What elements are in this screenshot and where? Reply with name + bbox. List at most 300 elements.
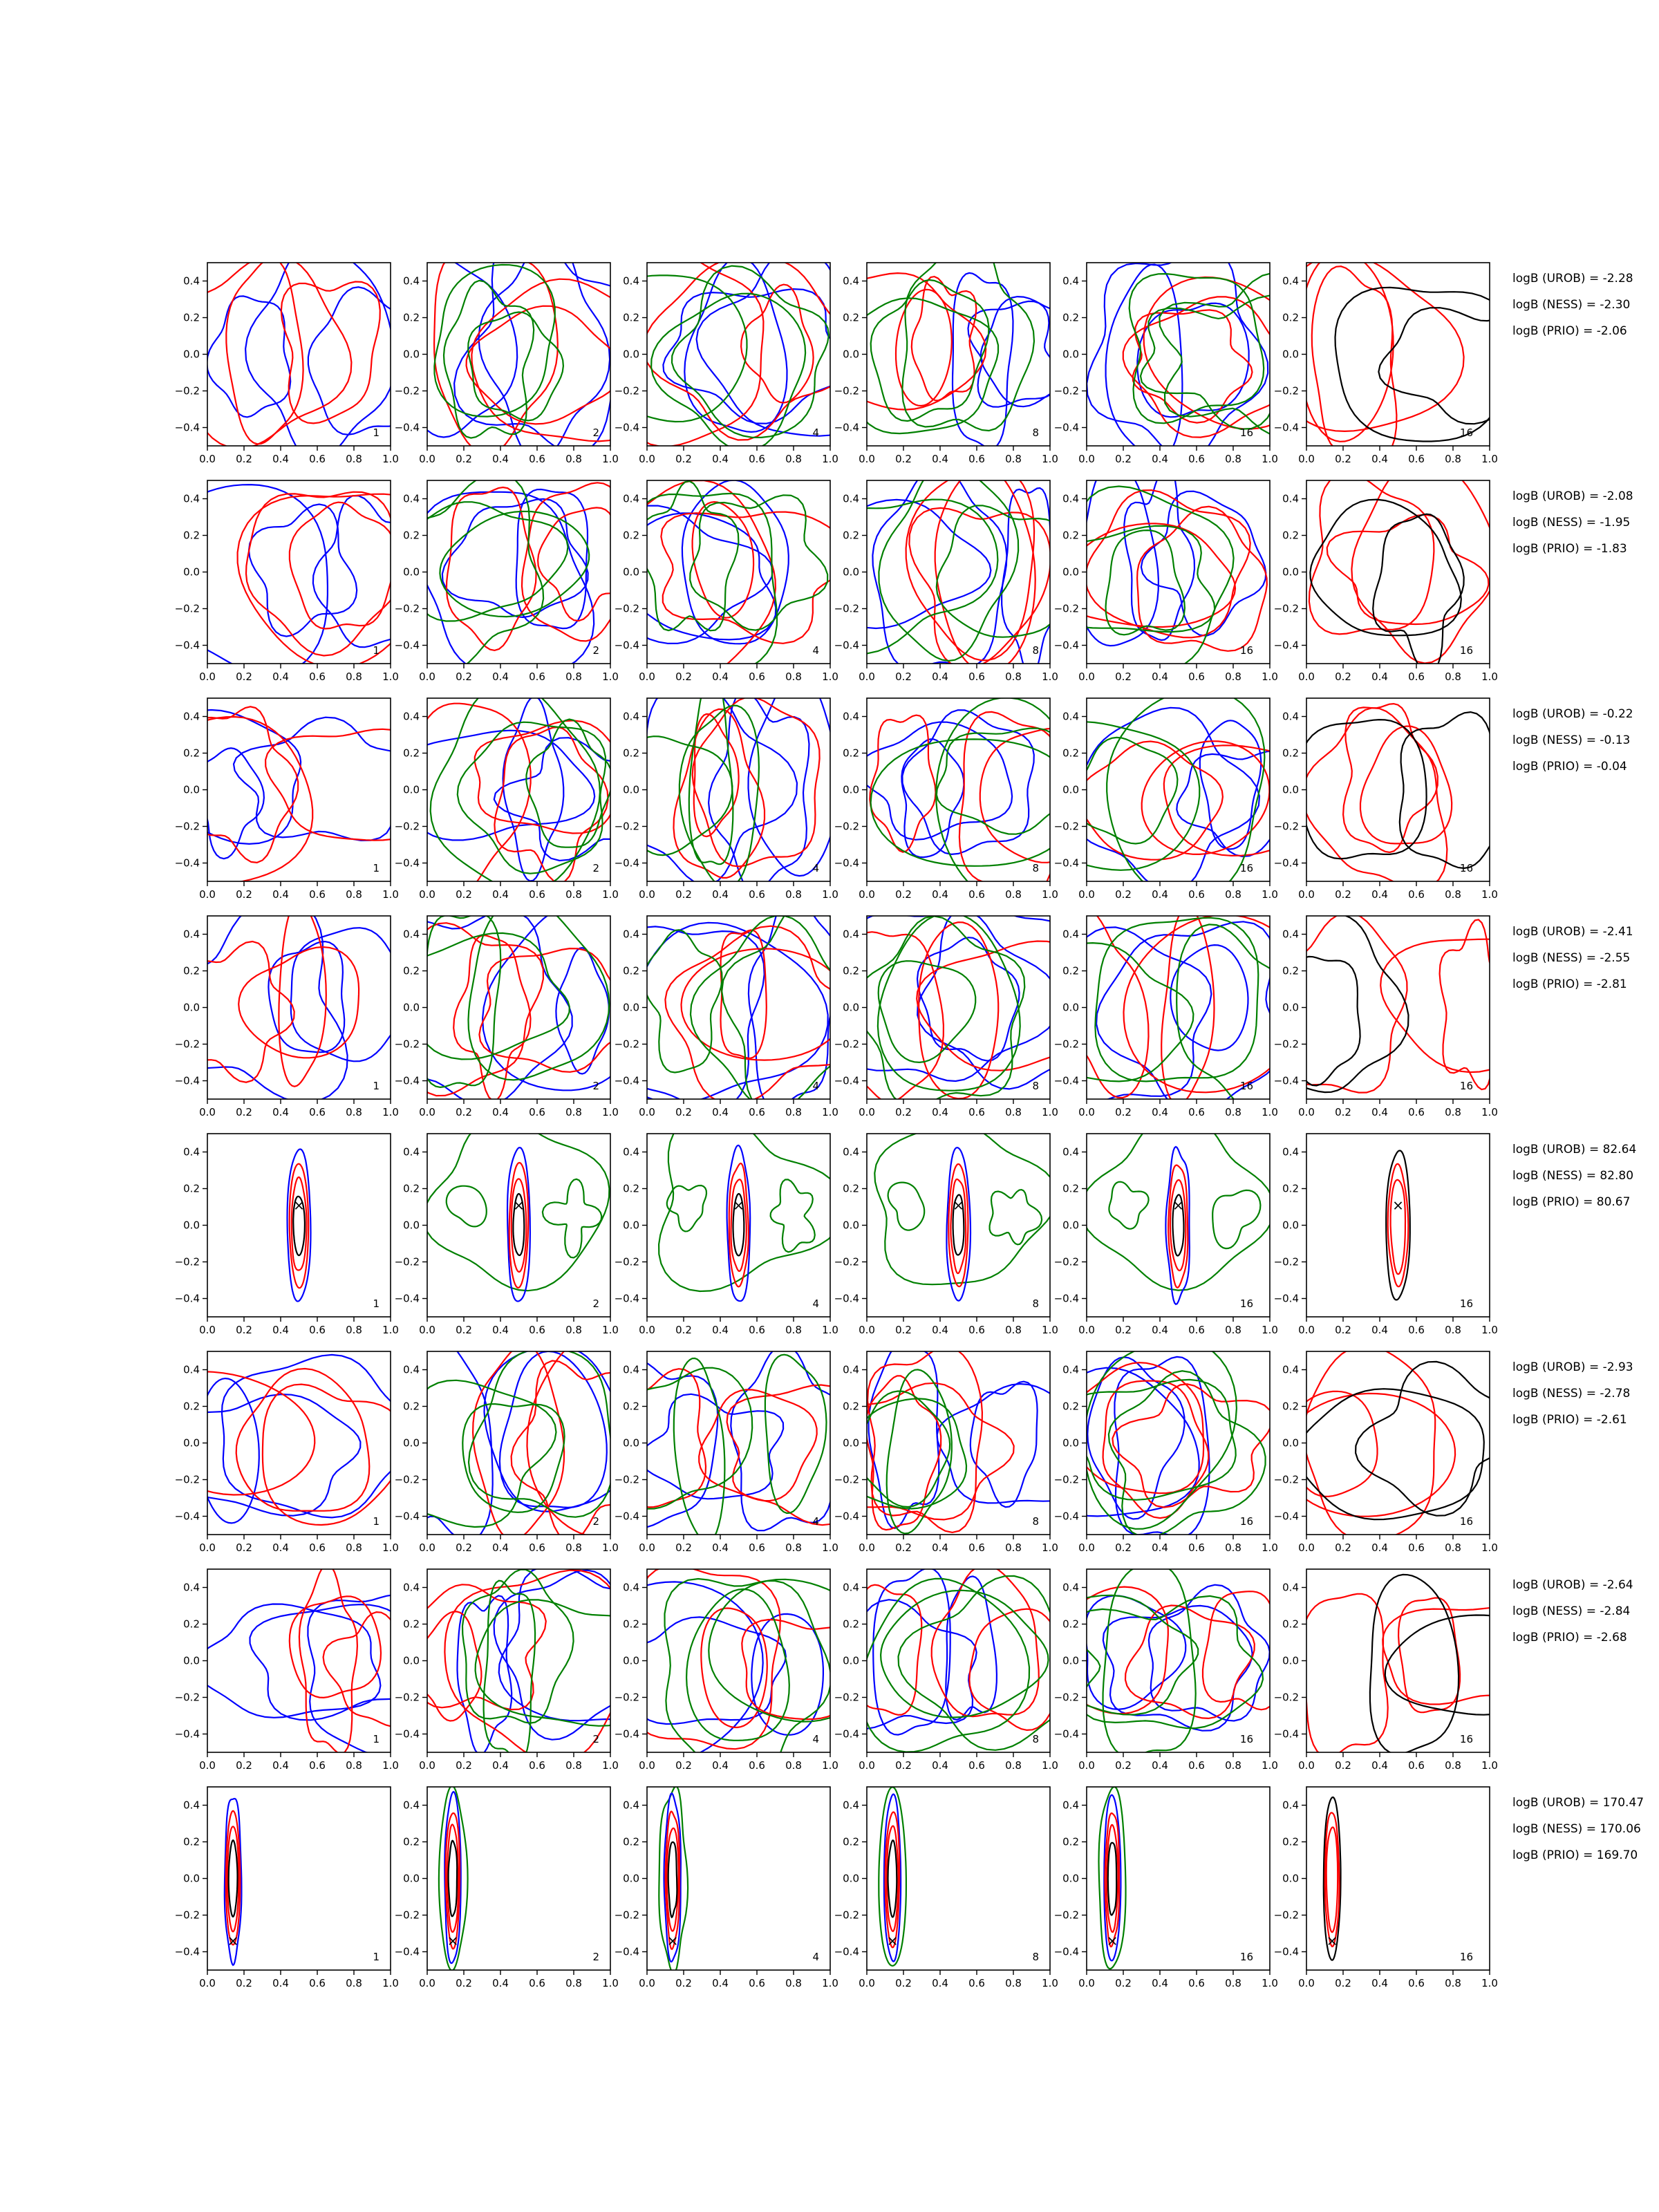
true-value-marker: ×	[666, 1932, 679, 1949]
y-tick-label: 0.2	[183, 1182, 200, 1195]
x-tick-label: 0.2	[456, 1977, 472, 1989]
x-tick-label: 1.0	[1262, 671, 1278, 683]
x-tick-label: 1.0	[382, 453, 399, 465]
y-tick-label: 0.2	[403, 1618, 420, 1631]
y-tick-label: −0.2	[1273, 1909, 1299, 1922]
red-contour	[906, 464, 1035, 660]
y-tick-label: 0.4	[843, 1581, 859, 1594]
y-tick-label: −0.2	[614, 602, 639, 615]
contour-group	[859, 697, 1089, 907]
subplot-r7-c5	[1012, 1563, 1278, 1772]
y-tick-label: 0.2	[1062, 311, 1079, 324]
x-tick-label: 0.6	[309, 1106, 326, 1118]
logb-annotation: logB (PRIO) = -2.81	[1512, 977, 1627, 991]
y-tick-label: 0.0	[403, 1872, 420, 1885]
subplot-r8-c1	[175, 1787, 399, 1989]
x-tick-label: 1.0	[1042, 453, 1058, 465]
x-tick-label: 0.2	[895, 1106, 912, 1118]
red-contour	[479, 948, 637, 1072]
subplot-r7-c1	[175, 1564, 444, 1772]
y-tick-label: −0.2	[614, 1691, 639, 1704]
y-tick-label: 0.4	[623, 1799, 639, 1812]
green-contour	[395, 933, 570, 1060]
subplot-r1-c3	[588, 247, 907, 465]
x-tick-label: 0.8	[565, 453, 582, 465]
red-contour	[1382, 1607, 1551, 1705]
panel-label: 16	[1239, 1951, 1253, 1963]
x-tick-label: 0.6	[309, 453, 326, 465]
subplot-r2-c3	[573, 480, 849, 683]
y-tick-label: −0.2	[834, 1691, 859, 1704]
x-tick-label: 0.6	[968, 1541, 985, 1554]
y-tick-label: −0.2	[1053, 820, 1079, 833]
x-tick-label: 1.0	[602, 453, 619, 465]
x-tick-label: 0.6	[529, 1759, 545, 1772]
y-tick-label: −0.4	[1053, 639, 1079, 652]
y-tick-label: 0.0	[1282, 1219, 1299, 1232]
x-tick-label: 0.0	[1298, 1106, 1315, 1118]
panel-label: 4	[812, 427, 819, 439]
x-tick-label: 0.2	[895, 671, 912, 683]
true-value-marker: ×	[1172, 1197, 1184, 1214]
y-tick-label: −0.4	[174, 856, 200, 870]
x-tick-label: 1.0	[602, 1541, 619, 1554]
x-tick-label: 0.6	[309, 671, 326, 683]
x-tick-label: 0.4	[492, 453, 509, 465]
x-tick-label: 1.0	[382, 1106, 399, 1118]
y-tick-label: −0.4	[394, 1292, 420, 1305]
blue-contour	[192, 748, 264, 859]
y-tick-label: 0.0	[1282, 783, 1299, 796]
x-tick-label: 0.4	[272, 453, 289, 465]
x-tick-label: 0.2	[1335, 1106, 1351, 1118]
x-tick-label: 0.6	[1188, 1759, 1205, 1772]
x-tick-label: 1.0	[1262, 1541, 1278, 1554]
x-tick-label: 0.0	[1298, 1324, 1315, 1336]
x-tick-label: 0.2	[236, 1106, 252, 1118]
x-tick-label: 0.0	[1078, 1324, 1095, 1336]
y-tick-label: −0.4	[1273, 1727, 1299, 1741]
panel-label: 2	[592, 1951, 599, 1963]
y-tick-label: 0.2	[1062, 1835, 1079, 1848]
x-tick-label: 0.2	[1335, 1541, 1351, 1554]
x-tick-label: 0.0	[639, 1324, 655, 1336]
blue-contour	[499, 1565, 693, 1721]
logb-annotation: logB (UROB) = -2.08	[1512, 489, 1633, 503]
y-tick-label: 0.0	[403, 1001, 420, 1014]
x-tick-label: 0.0	[419, 1977, 435, 1989]
x-tick-label: 0.4	[712, 453, 729, 465]
y-tick-label: −0.2	[614, 820, 639, 833]
y-tick-label: 0.4	[843, 274, 859, 288]
y-tick-label: −0.4	[834, 1945, 859, 1958]
y-tick-label: 0.4	[403, 1581, 420, 1594]
y-tick-label: 0.2	[1282, 529, 1299, 542]
y-tick-label: 0.4	[403, 928, 420, 941]
y-tick-label: −0.4	[1053, 1074, 1079, 1087]
logb-annotation: logB (PRIO) = -2.68	[1512, 1631, 1627, 1644]
red-contour	[1288, 1391, 1378, 1497]
subplot-r4-c6	[1265, 911, 1558, 1118]
x-tick-label: 0.6	[749, 1106, 765, 1118]
contour-group	[395, 473, 641, 675]
y-tick-label: −0.2	[394, 602, 420, 615]
x-tick-label: 0.2	[1115, 1759, 1132, 1772]
x-tick-label: 0.6	[749, 1324, 765, 1336]
panel-label: 4	[812, 1951, 819, 1963]
panel-label: 1	[373, 644, 379, 657]
y-tick-label: 0.0	[403, 1436, 420, 1450]
y-tick-label: 0.0	[183, 1219, 200, 1232]
x-tick-label: 0.6	[529, 1541, 545, 1554]
panel-label: 4	[812, 644, 819, 657]
x-tick-label: 0.6	[1188, 453, 1205, 465]
x-tick-label: 0.8	[1005, 1541, 1022, 1554]
x-tick-label: 0.8	[346, 453, 362, 465]
y-tick-label: 0.4	[1282, 492, 1299, 505]
subplot-r8-c6	[1274, 1787, 1498, 1989]
blue-contour	[1141, 491, 1266, 636]
panel-label: 8	[1032, 644, 1039, 657]
x-tick-label: 0.6	[309, 1541, 326, 1554]
x-tick-label: 0.0	[859, 671, 875, 683]
panel-label: 1	[373, 1080, 379, 1092]
contour-group	[144, 896, 409, 1103]
x-tick-label: 0.4	[1152, 1324, 1168, 1336]
y-tick-label: −0.2	[1053, 602, 1079, 615]
green-contour	[990, 1190, 1042, 1244]
x-tick-label: 0.6	[1408, 1106, 1425, 1118]
contour-group	[1309, 460, 1497, 673]
x-tick-label: 0.8	[346, 1324, 362, 1336]
green-contour	[861, 1579, 1029, 1752]
x-tick-label: 0.2	[1115, 453, 1132, 465]
y-tick-label: 0.0	[1062, 1001, 1079, 1014]
x-tick-label: 0.4	[272, 1324, 289, 1336]
x-tick-label: 0.0	[199, 1324, 216, 1336]
y-tick-label: −0.4	[614, 1074, 639, 1087]
subplot-r6-c3	[608, 1345, 885, 1555]
y-tick-label: 0.4	[403, 492, 420, 505]
y-tick-label: 0.4	[183, 1145, 200, 1159]
y-tick-label: −0.4	[1053, 421, 1079, 434]
y-tick-label: 0.4	[1062, 1581, 1079, 1594]
x-tick-label: 1.0	[1262, 1759, 1278, 1772]
black-contour	[668, 1842, 677, 1918]
y-tick-label: −0.2	[394, 1909, 420, 1922]
y-tick-label: −0.2	[394, 1038, 420, 1051]
x-tick-label: 0.8	[565, 671, 582, 683]
x-tick-label: 0.6	[749, 888, 765, 901]
x-tick-label: 0.6	[749, 1759, 765, 1772]
axes-frame	[207, 480, 391, 664]
y-tick-label: −0.4	[834, 1510, 859, 1523]
axes-frame	[1306, 1569, 1490, 1752]
y-tick-label: 0.0	[843, 1654, 859, 1667]
panel-label: 16	[1459, 862, 1473, 874]
x-tick-label: 0.0	[419, 1759, 435, 1772]
y-tick-label: 0.0	[1282, 348, 1299, 361]
y-tick-label: 0.2	[623, 1618, 639, 1631]
contour-group	[782, 462, 1065, 677]
x-tick-label: 0.6	[309, 1977, 326, 1989]
red-contour	[674, 709, 765, 878]
x-tick-label: 0.0	[639, 1977, 655, 1989]
y-tick-label: 0.4	[403, 1363, 420, 1376]
x-tick-label: 0.2	[895, 1759, 912, 1772]
red-contour	[290, 503, 396, 629]
y-tick-label: 0.4	[843, 492, 859, 505]
contour-group	[569, 1565, 879, 1791]
x-tick-label: 0.0	[1078, 1759, 1095, 1772]
y-tick-label: −0.2	[174, 1473, 200, 1486]
y-tick-label: 0.0	[403, 1654, 420, 1667]
y-tick-label: 0.0	[1282, 565, 1299, 579]
x-tick-label: 0.0	[859, 1541, 875, 1554]
blue-contour	[731, 1345, 846, 1531]
axes-frame	[427, 916, 610, 1099]
y-tick-label: 0.4	[843, 1363, 859, 1376]
x-tick-label: 0.0	[1078, 671, 1095, 683]
green-contour	[674, 1358, 725, 1542]
y-tick-label: 0.2	[843, 529, 859, 542]
x-tick-label: 0.2	[236, 453, 252, 465]
x-tick-label: 0.6	[968, 1759, 985, 1772]
x-tick-label: 0.0	[639, 1541, 655, 1554]
x-tick-label: 0.8	[1225, 1106, 1241, 1118]
true-value-marker: ×	[227, 1932, 239, 1949]
x-tick-label: 1.0	[822, 1324, 838, 1336]
logb-annotation: logB (UROB) = -2.64	[1512, 1578, 1633, 1592]
x-tick-label: 0.6	[968, 453, 985, 465]
y-tick-label: −0.4	[174, 1510, 200, 1523]
x-tick-label: 0.2	[1115, 888, 1132, 901]
x-tick-label: 0.0	[859, 1977, 875, 1989]
y-tick-label: 0.2	[403, 964, 420, 977]
contour-group	[999, 1340, 1273, 1537]
y-tick-label: 0.0	[183, 783, 200, 796]
logb-annotation: logB (PRIO) = -1.83	[1512, 542, 1627, 556]
x-tick-label: 0.0	[1078, 888, 1095, 901]
x-tick-label: 1.0	[1262, 1977, 1278, 1989]
x-tick-label: 0.2	[236, 671, 252, 683]
black-contour	[1108, 1843, 1116, 1915]
blue-contour	[458, 1595, 512, 1754]
red-contour	[1440, 919, 1508, 1089]
x-tick-label: 0.6	[1188, 888, 1205, 901]
y-tick-label: −0.4	[614, 1292, 639, 1305]
y-tick-label: 0.4	[1282, 1363, 1299, 1376]
x-tick-label: 0.0	[1298, 1541, 1315, 1554]
panel-label: 16	[1239, 862, 1253, 874]
x-tick-label: 0.0	[639, 888, 655, 901]
x-tick-label: 0.0	[639, 1106, 655, 1118]
blue-contour	[399, 731, 595, 841]
y-tick-label: −0.2	[174, 1909, 200, 1922]
green-contour	[644, 930, 722, 1072]
panel-label: 8	[1032, 1515, 1039, 1528]
x-tick-label: 0.6	[968, 888, 985, 901]
logb-annotation: logB (UROB) = -2.28	[1512, 272, 1633, 285]
x-tick-label: 1.0	[822, 671, 838, 683]
subplot-r3-c6	[1274, 698, 1512, 901]
x-tick-label: 1.0	[382, 1324, 399, 1336]
x-tick-label: 0.6	[1408, 453, 1425, 465]
x-tick-label: 0.8	[1005, 1977, 1022, 1989]
x-tick-label: 0.8	[785, 453, 802, 465]
subplot-r3-c4	[834, 697, 1089, 907]
x-tick-label: 0.0	[1298, 453, 1315, 465]
panel-label: 16	[1239, 1297, 1253, 1310]
axes-frame	[867, 263, 1050, 446]
x-tick-label: 0.2	[675, 453, 692, 465]
y-tick-label: −0.4	[1273, 421, 1299, 434]
x-tick-label: 1.0	[1481, 1759, 1498, 1772]
y-tick-label: 0.4	[403, 274, 420, 288]
y-tick-label: −0.4	[1053, 1292, 1079, 1305]
axes-frame	[1306, 698, 1490, 881]
green-contour	[444, 281, 534, 438]
x-tick-label: 0.6	[529, 1324, 545, 1336]
x-tick-label: 0.6	[1408, 1977, 1425, 1989]
x-tick-label: 0.8	[1445, 1977, 1461, 1989]
black-contour	[1297, 1389, 1484, 1519]
x-tick-label: 0.4	[712, 1759, 729, 1772]
x-tick-label: 0.6	[309, 1759, 326, 1772]
y-tick-label: 0.4	[403, 710, 420, 723]
y-tick-label: 0.2	[843, 1618, 859, 1631]
y-tick-label: 0.4	[843, 1145, 859, 1159]
panel-label: 16	[1239, 427, 1253, 439]
y-tick-label: −0.2	[1273, 602, 1299, 615]
y-tick-label: 0.0	[183, 1872, 200, 1885]
y-tick-label: −0.4	[834, 639, 859, 652]
subplot-r2-c1	[144, 480, 449, 683]
x-tick-label: 0.2	[236, 888, 252, 901]
y-tick-label: 0.0	[183, 348, 200, 361]
y-tick-label: −0.4	[394, 1074, 420, 1087]
logb-annotation: logB (PRIO) = -2.06	[1512, 324, 1627, 338]
y-tick-label: −0.4	[174, 639, 200, 652]
x-tick-label: 0.8	[346, 671, 362, 683]
x-tick-label: 0.0	[199, 1759, 216, 1772]
subplot-r7-c3	[569, 1565, 879, 1791]
green-contour	[1109, 1182, 1148, 1229]
red-contour	[1161, 908, 1214, 1105]
y-tick-label: 0.0	[1062, 565, 1079, 579]
subplot-r4-c1	[144, 896, 409, 1118]
subplot-r8-c2	[395, 1786, 619, 1989]
x-tick-label: 0.8	[1005, 671, 1022, 683]
y-tick-label: 0.2	[1282, 311, 1299, 324]
x-tick-label: 0.2	[1335, 453, 1351, 465]
x-tick-label: 1.0	[1262, 888, 1278, 901]
y-tick-label: 0.0	[623, 1654, 639, 1667]
x-tick-label: 0.8	[565, 1759, 582, 1772]
x-tick-label: 0.8	[1225, 1541, 1241, 1554]
x-tick-label: 0.8	[1005, 888, 1022, 901]
x-tick-label: 0.8	[785, 1541, 802, 1554]
x-tick-label: 0.4	[1152, 1541, 1168, 1554]
x-tick-label: 0.0	[199, 671, 216, 683]
x-tick-label: 0.2	[456, 453, 472, 465]
y-tick-label: 0.0	[623, 565, 639, 579]
red-contour	[1343, 704, 1438, 852]
black-contour	[1386, 1151, 1410, 1300]
subplot-r2-c4	[782, 462, 1065, 683]
y-tick-label: −0.2	[394, 1255, 420, 1268]
x-tick-label: 0.4	[712, 888, 729, 901]
red-contour	[1124, 915, 1308, 1092]
contour-group	[1298, 704, 1511, 889]
y-tick-label: −0.2	[1053, 1255, 1079, 1268]
x-tick-label: 1.0	[822, 1541, 838, 1554]
x-tick-label: 0.6	[968, 1106, 985, 1118]
x-tick-label: 0.2	[456, 1759, 472, 1772]
y-tick-label: −0.4	[1053, 856, 1079, 870]
x-tick-label: 0.2	[456, 1541, 472, 1554]
panel-label: 4	[812, 1515, 819, 1528]
panel-label: 16	[1239, 1515, 1253, 1528]
x-tick-label: 0.4	[492, 1977, 509, 1989]
contour-group	[129, 1355, 413, 1525]
green-contour	[659, 1112, 845, 1291]
green-contour	[1130, 274, 1264, 423]
panel-label: 16	[1459, 1733, 1473, 1745]
red-contour	[522, 482, 641, 641]
y-tick-label: −0.4	[394, 1510, 420, 1523]
y-tick-label: −0.4	[174, 1074, 200, 1087]
y-tick-label: 0.4	[1282, 1581, 1299, 1594]
panel-label: 8	[1032, 1297, 1039, 1310]
x-tick-label: 0.0	[199, 1541, 216, 1554]
y-tick-label: 0.4	[1062, 1145, 1079, 1159]
x-tick-label: 0.8	[346, 1977, 362, 1989]
panel-label: 1	[373, 862, 379, 874]
y-tick-label: 0.4	[183, 1581, 200, 1594]
panel-label: 2	[592, 1733, 599, 1745]
contour-group	[288, 1149, 311, 1301]
y-tick-label: 0.2	[623, 1400, 639, 1413]
y-tick-label: −0.4	[834, 421, 859, 434]
x-tick-label: 0.2	[236, 1977, 252, 1989]
x-tick-label: 0.2	[1115, 1541, 1132, 1554]
contour-group	[1301, 1575, 1551, 1757]
logb-annotation: logB (UROB) = -2.41	[1512, 925, 1633, 939]
panel-label: 2	[592, 862, 599, 874]
y-tick-label: −0.2	[614, 1038, 639, 1051]
y-tick-label: −0.4	[1053, 1727, 1079, 1741]
true-value-marker: ×	[447, 1932, 459, 1949]
x-tick-label: 0.2	[1335, 888, 1351, 901]
x-tick-label: 0.8	[346, 1759, 362, 1772]
x-tick-label: 0.8	[1445, 1759, 1461, 1772]
y-tick-label: 0.0	[623, 783, 639, 796]
blue-contour	[479, 237, 610, 460]
y-tick-label: 0.0	[843, 783, 859, 796]
y-tick-label: 0.2	[843, 1182, 859, 1195]
x-tick-label: 0.2	[675, 671, 692, 683]
contour-group	[621, 671, 838, 891]
y-tick-label: 0.4	[843, 710, 859, 723]
y-tick-label: 0.2	[1062, 1182, 1079, 1195]
x-tick-label: 0.4	[932, 1977, 948, 1989]
y-tick-label: 0.2	[1282, 1835, 1299, 1848]
x-tick-label: 0.4	[272, 671, 289, 683]
x-tick-label: 1.0	[1042, 888, 1058, 901]
x-tick-label: 0.8	[785, 671, 802, 683]
panel-label: 8	[1032, 862, 1039, 874]
